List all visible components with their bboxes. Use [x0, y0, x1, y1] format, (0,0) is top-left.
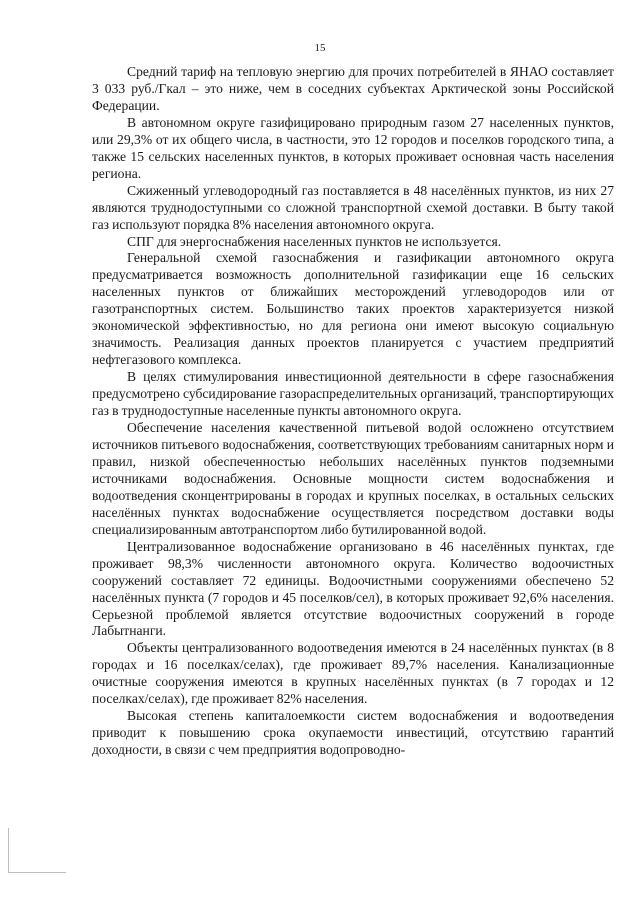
document-body [92, 64, 614, 759]
paragraph-lng: СПГ для энергоснабжения населенных пунктов не используется. [127, 233, 502, 249]
paragraph-water-supply: Централизованное водоснабжение организовано в 46 населённых пунктах, где проживает 98,3% численности автономного округа. Количество водоочистных сооружений составляет 72 единицы. Водоочистными сооружениями обеспечено 52 населённых пункта (7 городов и 45 поселков/сел), в которых проживает 92,6% населения. Серьезной проблемой является отсутствие водоочистных сооружений в городе Лабытнанги. [92, 538, 614, 639]
paragraph-capital-intensity: Высокая степень капиталоемкости систем водоснабжения и водоотведения приводит к повышению срока окупаемости инвестиций, отсутствию гарантий доходности, в связи с чем предприятия водопроводно- [92, 708, 614, 758]
paragraph-investment: В целях стимулирования инвестиционной деятельности в сфере газоснабжения предусмотрено субсидирование газораспределительных организаций, транспортирующих газ в труднодоступные населенные пункты автономного округа. [92, 369, 614, 419]
paragraph-drinking-water: Обеспечение населения качественной питьевой водой осложнено отсутствием источников питьевого водоснабжения, соответствующих требованиям санитарных норм и правил, низкой обеспеченностью небольших населённых пунктов подземными источниками водоснабжения. Основные мощности систем водоснабжения и водоотведения сконцентрированы в городах и крупных поселках, в остальных сельских населённых пунктах водоснабжение осуществляется посредством доставки воды специализированным автотранспортом либо бутилированной водой. [92, 420, 614, 537]
paragraph-sewerage: Объекты централизованного водоотведения имеются в 24 населённых пунктах (в 8 городах и 16 поселках/селах), где проживает 89,7% населения. Канализационные очистные сооружения имеются в крупных населённых пунктах (в 7 городах и 12 поселках/селах), где проживает 82% населения. [92, 640, 614, 707]
paragraph-gasification-scheme: Генеральной схемой газоснабжения и газификации автономного округа предусматривается возможность дополнительной газификации еще 16 сельских населенных пунктов от ближайших месторождений углеводородов или от газотранспортных систем. Большинство таких проектов характеризуется низкой экономической эффективностью, но для региона они имеют высокую социальную значимость. Реализация данных проектов планируется с участием предприятий нефтегазового комплекса. [92, 250, 614, 368]
scan-corner-line [8, 872, 66, 873]
page-number: 15 [314, 42, 326, 54]
paragraph-natural-gas: В автономном округе газифицировано природным газом 27 населенных пунктов, или 29,3% от их общего числа, в частности, это 12 городов и поселков городского типа, а также 15 сельских населенных пунктов, в которых проживает основная часть населения региона. [92, 114, 614, 181]
paragraph-liquefied-gas: Сжиженный углеводородный газ поставляется в 48 населённых пунктов, из них 27 являются труднодоступными со сложной транспортной схемой доставки. В быту такой газ используют порядка 8% населения автономного округа. [92, 182, 614, 232]
scan-edge-line [8, 828, 9, 872]
paragraph-heat-tariff: Средний тариф на тепловую энергию для прочих потребителей в ЯНАО составляет 3 033 руб./Гкал – это ниже, чем в соседних субъектах Арктической зоны Российской Федерации. [92, 64, 614, 113]
